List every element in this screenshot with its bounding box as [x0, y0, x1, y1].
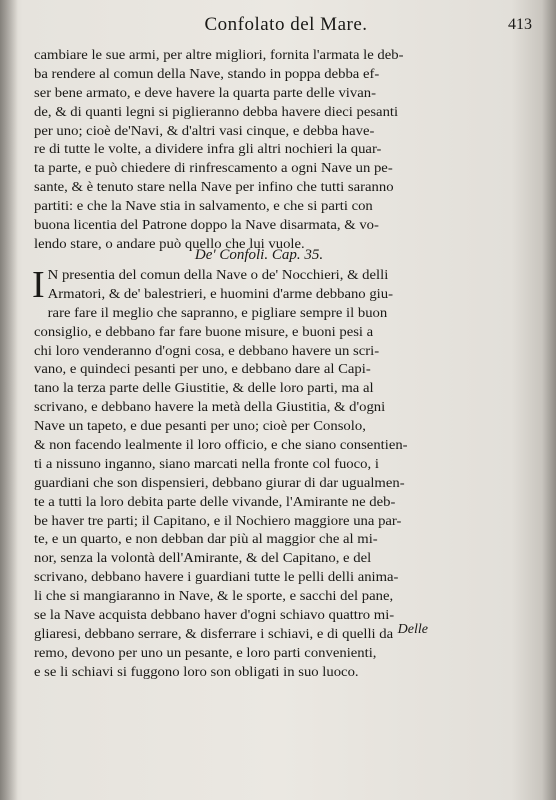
text-line: buona licentia del Patrone doppo la Nave disarmata, & vo-	[34, 217, 379, 233]
text-line: Armatori, & de' balestrieri, e huomini d'arme debbano giu-	[47, 285, 393, 301]
text-line: ser bene armato, e deve havere la quarta parte delle vivan-	[34, 84, 376, 100]
chapter-body	[34, 266, 484, 682]
catchword: Delle	[397, 622, 428, 637]
text-line: vano, e quindeci pesanti per uno, e debbano dare al Capi-	[34, 361, 371, 377]
drop-cap: I	[32, 264, 45, 306]
text-line: lendo stare, o andare può quello che lui vuole.	[34, 235, 305, 251]
text-line: ti a nissuno inganno, siano marcati nella fronte col fuoco, i	[34, 455, 379, 471]
text-line: li che si mangiaranno in Nave, & le sporte, e sacchi del pane,	[34, 588, 394, 604]
text-line: scrivano, debbano havere i guardiani tutte le pelli delli anima-	[34, 569, 399, 585]
page-edge-shadow	[542, 0, 556, 800]
text-line: remo, devono per uno un pesante, e loro parti convenienti,	[34, 644, 377, 660]
binding-shadow	[0, 0, 18, 800]
text-line: se la Nave acquista debbano haver d'ogni schiavo quattro mi-	[34, 607, 395, 623]
text-line: tano la terza parte delle Giustitie, & delle loro parti, ma al	[34, 380, 374, 396]
text-line: Nave un tapeto, e due pesanti per uno; cioè per Consolo,	[34, 418, 366, 434]
text-line: & non facendo lealmente il loro officio, e che siano consentien-	[34, 437, 408, 453]
text-line: ta parte, e può chiedere di rinfrescamento a ogni Nave un pe-	[34, 160, 393, 176]
text-line: nor, senza la volontà dell'Amirante, & del Capitano, e del	[34, 550, 372, 566]
text-line: cambiare le sue armi, per altre migliori, fornita l'armata le deb-	[34, 47, 404, 62]
text-line: e se li schiavi si fuggono loro son obligati in suo luoco.	[34, 663, 359, 679]
running-title: Confolato del Mare.	[204, 14, 368, 35]
continuation-paragraph	[34, 46, 484, 254]
text-line: scrivano, e debbano havere la metà della Giustitia, & d'ogni	[34, 399, 386, 415]
text-line: re di tutte le volte, a dividere infra gli altri nochieri la quar-	[34, 141, 382, 157]
chapter-heading: De' Confoli. Cap. 35.	[194, 247, 324, 263]
text-line: sante, & è tenuto stare nella Nave per infino che tutti saranno	[34, 179, 394, 195]
text-line: be haver tre parti; il Capitano, e il Nochiero maggiore una par-	[34, 512, 402, 528]
text-line: rare fare il meglio che sapranno, e pigliare sempre il buon	[47, 304, 388, 320]
text-line: te, e un quarto, e non debban dar più al maggior che al mi-	[34, 531, 378, 547]
text-line: te a tutti la loro debita parte delle vivande, l'Amirante ne deb-	[34, 493, 396, 509]
text-line: de, & di quanti legni si piglieranno debba havere dieci pesanti	[34, 103, 399, 119]
text-line: consiglio, e debbano far fare buone misure, e buoni pesi a	[34, 323, 374, 339]
text-line: gliaresi, debbano serrare, & disferrare i schiavi, e di quelli da	[34, 625, 394, 641]
page-number: 413	[508, 16, 532, 33]
text-line: N presentia del comun della Nave o de' Nocchieri, & delli	[47, 267, 389, 282]
text-line: partiti: e che la Nave stia in salvamento, e che si parti con	[34, 198, 373, 214]
text-line: guardiani che son dispensieri, debbano giurar di dar ugualmen-	[34, 474, 405, 490]
text-line: chi loro venderanno d'ogni cosa, e debbano havere un scri-	[34, 342, 380, 358]
text-line: ba rendere al comun della Nave, stando in poppa debba ef-	[34, 65, 380, 81]
page-header	[40, 14, 532, 44]
text-line: per uno; cioè de'Navi, & d'altri vasi cinque, e debba have-	[34, 122, 375, 138]
